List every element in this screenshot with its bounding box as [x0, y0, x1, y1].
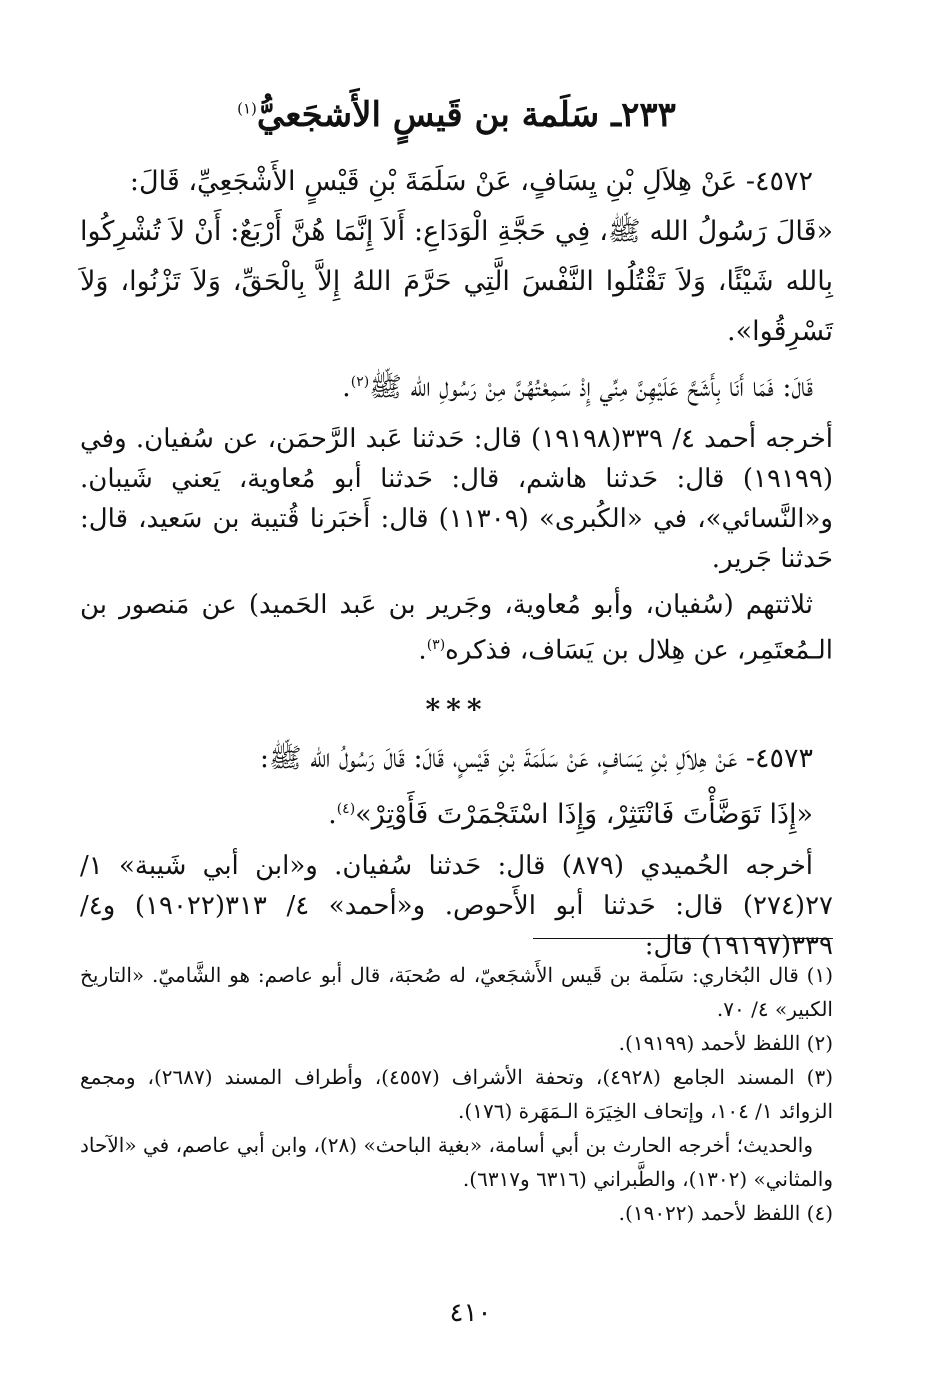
footnote-3: (٣) المسند الجامع (٤٩٢٨)، وتحفة الأشراف (٤٥٥٧)، وأطراف المسند (٢٦٨٧)، ومجمع الزوائد ١/ ١٠٤، وإتحاف الخِيَرَة الـمَهَرة (١٧٦).	[80, 1065, 834, 1123]
footnote-4: (٤) اللفظ لأحمد (١٩٠٢٢).	[618, 1201, 833, 1225]
section-separator: ***	[425, 692, 488, 726]
chapter-title-text: ٢٣٣ـ سَلَمة بن قَيسٍ الأَشجَعيُّ	[256, 95, 676, 135]
hadith-4572-summary-text: ثلاثتهم (سُفيان، وأبو مُعاوية، وجَرير بن عَبد الحَميد) عن مَنصور بن الـمُعتَمِر، عن هِلال بن يَسَاف، فذكره	[80, 590, 833, 666]
hadith-4573-intro: ٤٥٧٣- عَنْ هِلاَلِ بْنِ يَسَافٍ، عَنْ سَلَمَةَ بْنِ قَيْسٍ، قَالَ: قَالَ رَسُولُ الله ﷺ:	[259, 742, 813, 774]
hadith-4573-text: «إِذَا تَوَضَّأْتَ فَانْتَثِرْ، وَإِذَا اسْتَجْمَرْتَ فَأَوْتِرْ»$^{(٤)}$.	[328, 798, 813, 830]
page-number: ٤١٠	[449, 1298, 492, 1328]
hadith-4572-intro: ٤٥٧٢- عَنْ هِلاَلِ بْنِ يِسَافٍ، عَنْ سَلَمَةَ بْنِ قَيْسٍ الأَشْجَعِيِّ، قَالَ:	[129, 166, 813, 197]
hadith-4573-takhrij: أخرجه الحُميدي (٨٧٩) قال: حَدثنا سُفيان. و«ابن أبي شَيبة» ١/ ٢٧(٢٧٤) قال: حَدثنا أبو الأَحوص. و«أحمد» ٤/ ٣١٣(١٩٠٢٢) و٤/ ٣٣٩(١٩١٩٧) قال:	[80, 850, 834, 961]
footnote-ref-2: (٢)	[350, 374, 370, 390]
footnotes	[80, 958, 833, 1230]
footnote-3-continued: والحديث؛ أخرجه الحارث بن أبي أسامة، «بغية الباحث» (٢٨)، وابن أبي عاصم، في «الآحاد والمثاني» (١٣٠٢)، والطَّبراني (٦٣١٦ و٦٣١٧).	[80, 1133, 833, 1191]
hadith-4572-summary: ثلاثتهم (سُفيان، وأبو مُعاوية، وجَرير بن عَبد الحَميد) عن مَنصور بن الـمُعتَمِر، عن هِلال بن يَسَاف، فذكره$^{(٣)}$.	[80, 590, 833, 666]
footnote-2: (٢) اللفظ لأحمد (١٩١٩٩).	[618, 1031, 833, 1055]
footnote-ref-3: (٣)	[426, 637, 446, 653]
footnote-1: (١) قال البُخاري: سَلَمة بن قَيس الأَشجَعيّ، له صُحبَة، قال أبو عاصم: هو الشَّاميّ. «التاريخ الكبير» ٤/ ٧٠.	[80, 963, 833, 1021]
page-body	[80, 95, 834, 1225]
chapter-title	[80, 95, 833, 135]
hadith-4572-takhrij: أخرجه أحمد ٤/ ٣٣٩(١٩١٩٨) قال: حَدثنا عَبد الرَّحمَن، عن سُفيان. وفي (١٩١٩٩) قال: حَدثنا هاشم، قال: حَدثنا أبو مُعاوية، يَعني شَيبان. و«النَّسائي»، في «الكُبرى» (١١٣٠٩) قال: أَخبَرنا قُتيبة بن سَعيد، قال: حَدثنا جَرير.	[80, 424, 834, 574]
footnote-ref-4: (٤)	[336, 800, 356, 817]
footnote-separator	[533, 938, 833, 939]
hadith-4572-text: «قَالَ رَسُولُ الله ﷺ، فِي حَجَّةِ الْوَدَاعِ: أَلاَ إِنَّمَا هُنَّ أَرْبَعٌ: أَنْ لاَ تُشْرِكُوا بِالله شَيْئًا، وَلاَ تَقْتُلُوا النَّفْسَ الَّتِي حَرَّمَ اللهُ إِلاَّ بِالْحَقِّ، وَلاَ تَزْنُوا، وَلاَ تَسْرِقُوا».	[80, 216, 833, 347]
hadith-4572-end-text: قَالَ: فَمَا أَنَا بِأَشَحَّ عَلَيْهِنَّ مِنِّي إِذْ سَمِعْتُهُنَّ مِنْ رَسُولِ الله ﷺ	[369, 372, 813, 403]
hadith-4572-end: قَالَ: فَمَا أَنَا بِأَشَحَّ عَلَيْهِنَّ مِنِّي إِذْ سَمِعْتُهُنَّ مِنْ رَسُولِ الله ﷺ$^{(٢)}$.	[342, 372, 813, 403]
hadith-4573-text-body: «إِذَا تَوَضَّأْتَ فَانْتَثِرْ، وَإِذَا اسْتَجْمَرْتَ فَأَوْتِرْ»	[355, 798, 813, 830]
footnote-ref-1: (١)	[237, 99, 257, 118]
